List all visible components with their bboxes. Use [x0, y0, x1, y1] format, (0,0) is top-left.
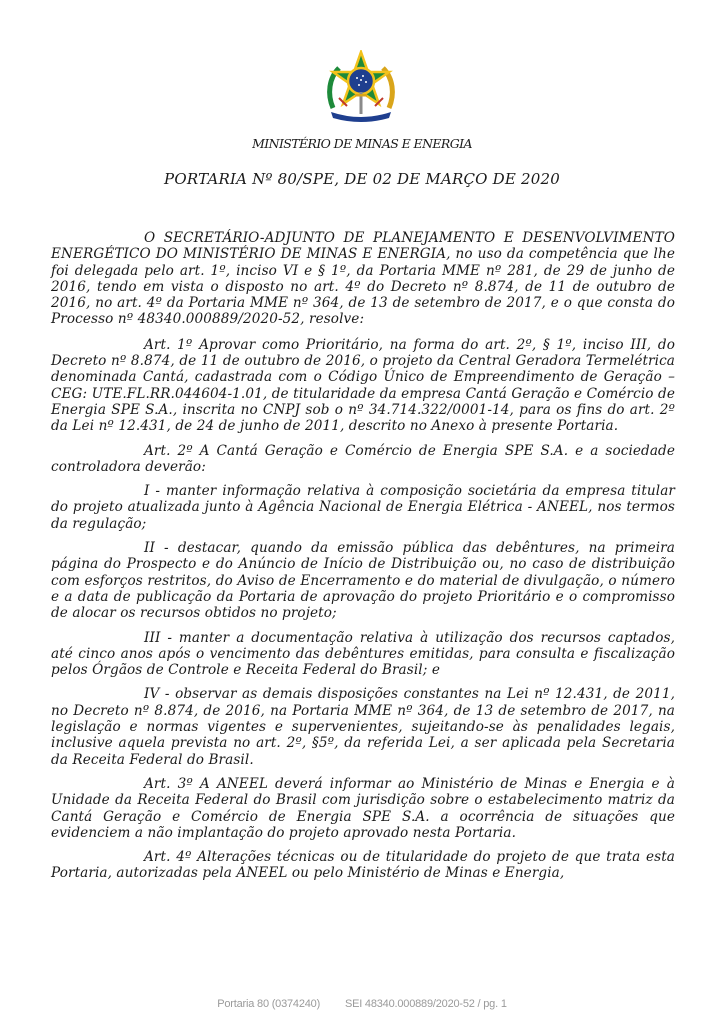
article-2-item-iv: IV - observar as demais disposições constantes na Lei nº 12.431, de 2011, no Decreto nº 8.874, de 2016, na Portaria MME nº 364, de 13 de setembro de 2017, na legislação e normas vigentes e supervenientes, sujeitando-se às penalidades legais, inclusive aquela prevista no art. 2º, §5º, da referida Lei, a ser aplicada pela Secretaria da Receita Federal do Brasil.: [51, 686, 675, 768]
preamble-paragraph: O SECRETÁRIO-ADJUNTO DE PLANEJAMENTO E DESENVOLVIMENTO ENERGÉTICO DO MINISTÉRIO DE MINAS E ENERGIA, no uso da competência que lhe foi delegada pelo art. 1º, inciso VI e § 1º, da Portaria MME nº 281, de 29 de junho de 2016, tendo em vista o disposto no art. 4º do Decreto nº 8.874, de 11 de outubro de 2016, no art. 4º da Portaria MME nº 364, de 13 de setembro de 2017, e o que consta do Processo nº 48340.000889/2020-52, resolve:: [51, 230, 675, 328]
article-3-paragraph: Art. 3º A ANEEL deverá informar ao Ministério de Minas e Energia e à Unidade da Receita Federal do Brasil com jurisdição sobre o estabelecimento matriz da Cantá Geração e Comércio de Energia SPE S.A. a ocorrência de situações que evidenciem a não implantação do projeto aprovado nesta Portaria.: [51, 775, 675, 841]
ministry-name: MINISTÉRIO DE MINAS E ENERGIA: [252, 136, 472, 151]
article-2-item-ii: II - destacar, quando da emissão pública das debêntures, na primeira página do Prospecto e do Anúncio de Início de Distribuição ou, no caso de distribuição com esforços restritos, do Aviso de Encerramento e do material de divulgação, o número e a data de publicação da Portaria de aprovação do projeto Prioritário e o compromisso de alocar os recursos obtidos no projeto;: [51, 540, 675, 622]
article-1-paragraph: Art. 1º Aprovar como Prioritário, na forma do art. 2º, § 1º, inciso III, do Decreto nº 8.874, de 11 de outubro de 2016, o projeto da Central Geradora Termelétrica denominada Cantá, cadastrada com o Código Único de Empreendimento de Geração – CEG: UTE.FL.RR.044604-1.01, de titularidade da empresa Cantá Geração e Comércio de Energia SPE S.A., inscrita no CNPJ sob o nº 34.714.322/0001-14, para os fins do art. 2º da Lei nº 12.431, de 24 de junho de 2011, descrito no Anexo à presente Portaria.: [51, 336, 675, 435]
page-footer: [0, 998, 724, 1010]
article-2-paragraph: Art. 2º A Cantá Geração e Comércio de Energia SPE S.A. e a sociedade controladora deverão:: [51, 442, 675, 475]
article-2-item-i: I - manter informação relativa à composição societária da empresa titular do projeto atualizada junto à Agência Nacional de Energia Elétrica - ANEEL, nos termos da regulação;: [51, 483, 675, 532]
brazil-coat-of-arms-icon: [323, 50, 399, 124]
footer-process-page: SEI 48340.000889/2020-52 / pg. 1: [344, 998, 507, 1010]
portaria-title: PORTARIA Nº 80/SPE, DE 02 DE MARÇO DE 2020: [164, 170, 560, 188]
footer-document-id: Portaria 80 (0374240): [217, 998, 321, 1010]
article-2-item-iii: III - manter a documentação relativa à utilização dos recursos captados, até cinco anos após o vencimento das debêntures emitidas, para consulta e fiscalização pelos Órgãos de Controle e Receita Federal do Brasil; e: [51, 629, 675, 679]
document-body: [51, 230, 675, 890]
article-4-paragraph: Art. 4º Alterações técnicas ou de titularidade do projeto de que trata esta Portaria, autorizadas pela ANEEL ou pelo Ministério de Minas e Energia,: [51, 849, 675, 882]
